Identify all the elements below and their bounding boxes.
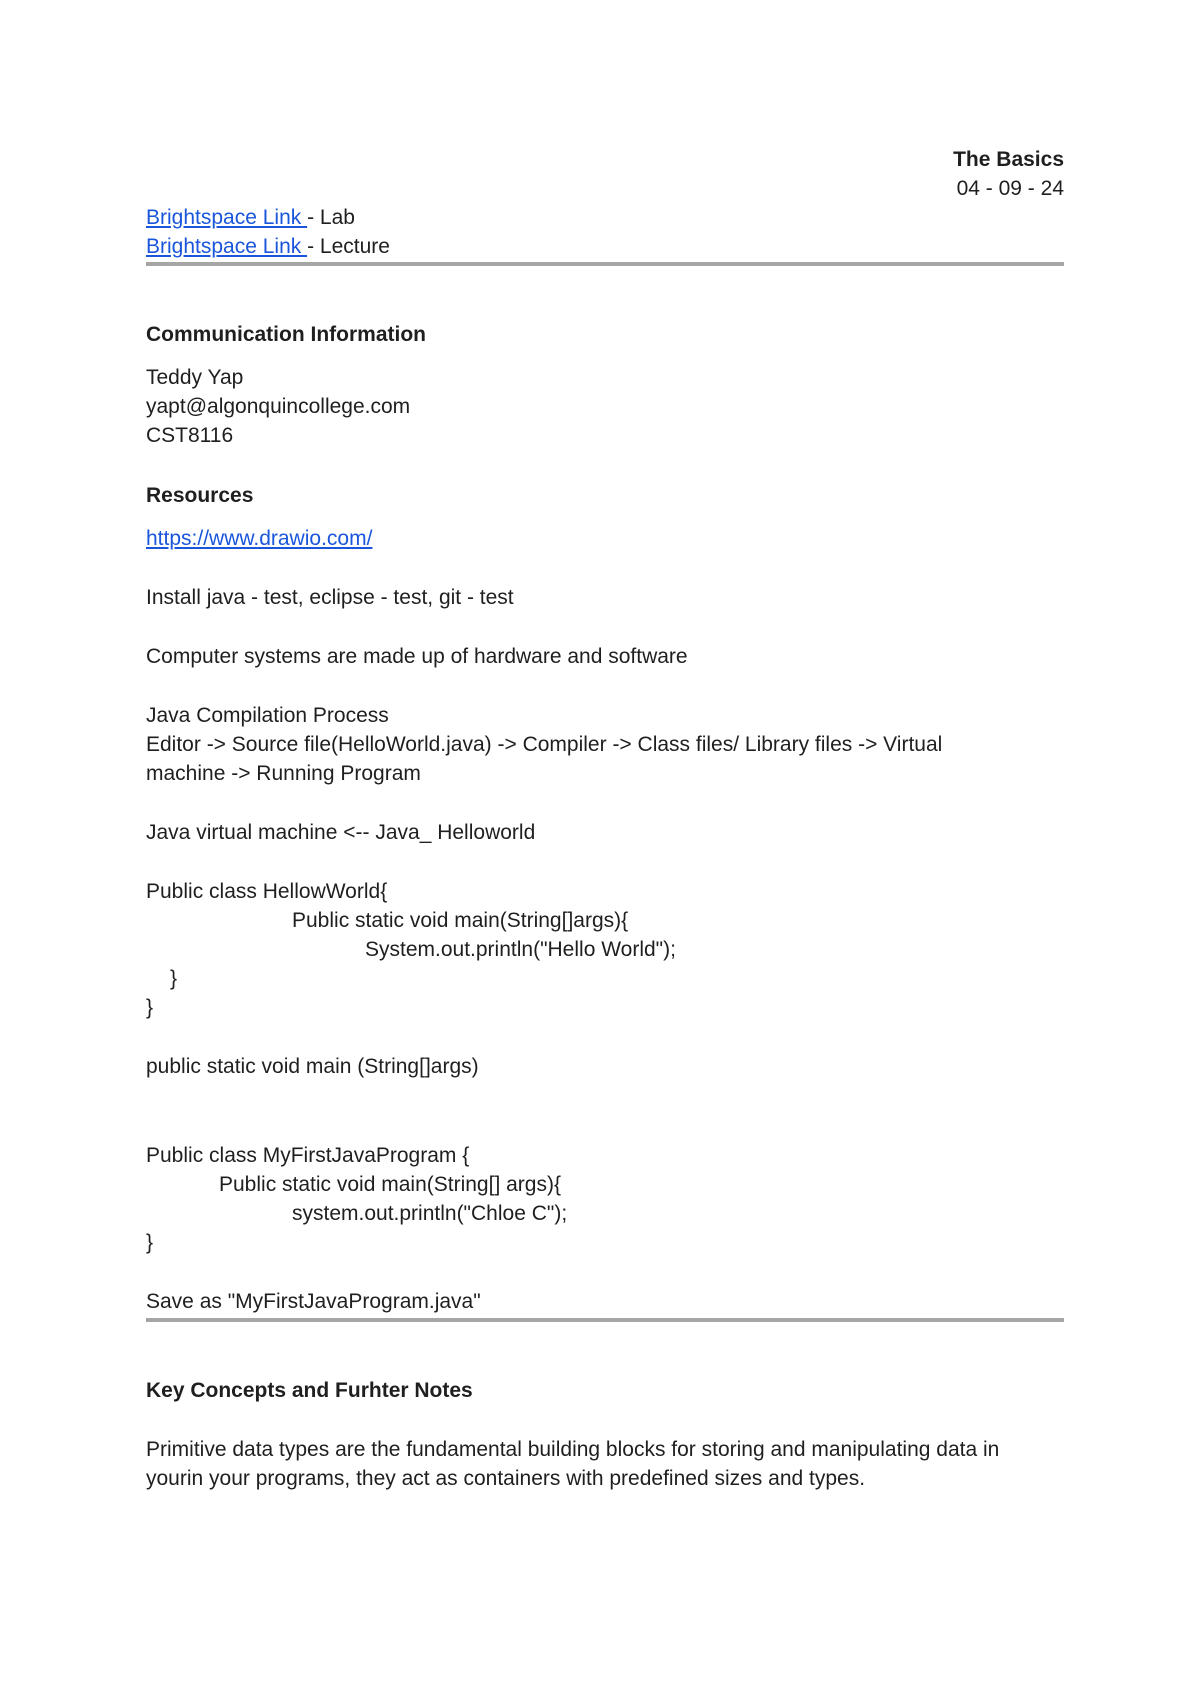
course-code: CST8116: [146, 424, 234, 447]
lab-link-suffix: - Lab: [307, 206, 355, 229]
code1-line-1: Public class HellowWorld{: [146, 880, 388, 903]
install-note: Install java - test, eclipse - test, git - test: [146, 586, 514, 609]
document-title: The Basics: [953, 148, 1064, 171]
section-divider-top: [146, 262, 1064, 266]
key-concepts-heading: Key Concepts and Furhter Notes: [146, 1379, 473, 1402]
jvm-note: Java virtual machine <-- Java_ Helloworld: [146, 821, 536, 844]
lecture-link-suffix: - Lecture: [307, 235, 390, 258]
compilation-line-1: Editor -> Source file(HelloWorld.java) -> Compiler -> Class files/ Library files -> Virtual: [146, 733, 943, 756]
document-date: 04 - 09 - 24: [956, 177, 1064, 200]
save-note: Save as "MyFirstJavaProgram.java": [146, 1290, 481, 1313]
lab-link-line: [146, 203, 355, 232]
key-concepts-paragraph-line-2: yourin your programs, they act as containers with predefined sizes and types.: [146, 1467, 866, 1490]
code2-line-3: system.out.println("Chloe C");: [292, 1202, 568, 1225]
systems-note: Computer systems are made up of hardware and software: [146, 645, 688, 668]
key-concepts-paragraph-line-1: Primitive data types are the fundamental building blocks for storing and manipulating data in: [146, 1438, 1000, 1461]
code1-line-3: System.out.println("Hello World");: [365, 938, 676, 961]
code2-line-1: Public class MyFirstJavaProgram {: [146, 1144, 470, 1167]
section-divider-bottom: [146, 1318, 1064, 1322]
code1-line-2: Public static void main(String[]args){: [292, 909, 629, 932]
code1-line-4: }: [170, 967, 178, 990]
instructor-name: Teddy Yap: [146, 366, 244, 389]
compilation-title: Java Compilation Process: [146, 704, 389, 727]
resources-heading: Resources: [146, 484, 254, 507]
instructor-email: yapt@algonquincollege.com: [146, 395, 411, 418]
main-signature: public static void main (String[]args): [146, 1055, 479, 1078]
brightspace-lab-link[interactable]: Brightspace Link: [146, 206, 308, 229]
lecture-link-line: [146, 232, 390, 261]
brightspace-lecture-link[interactable]: Brightspace Link: [146, 235, 308, 258]
communication-heading: Communication Information: [146, 323, 426, 346]
drawio-link-line: [146, 524, 372, 553]
code2-line-2: Public static void main(String[] args){: [219, 1173, 561, 1196]
code2-line-4: }: [146, 1231, 154, 1254]
compilation-line-2: machine -> Running Program: [146, 762, 421, 785]
code1-line-5: }: [146, 996, 154, 1019]
drawio-link[interactable]: https://www.drawio.com/: [146, 527, 373, 550]
